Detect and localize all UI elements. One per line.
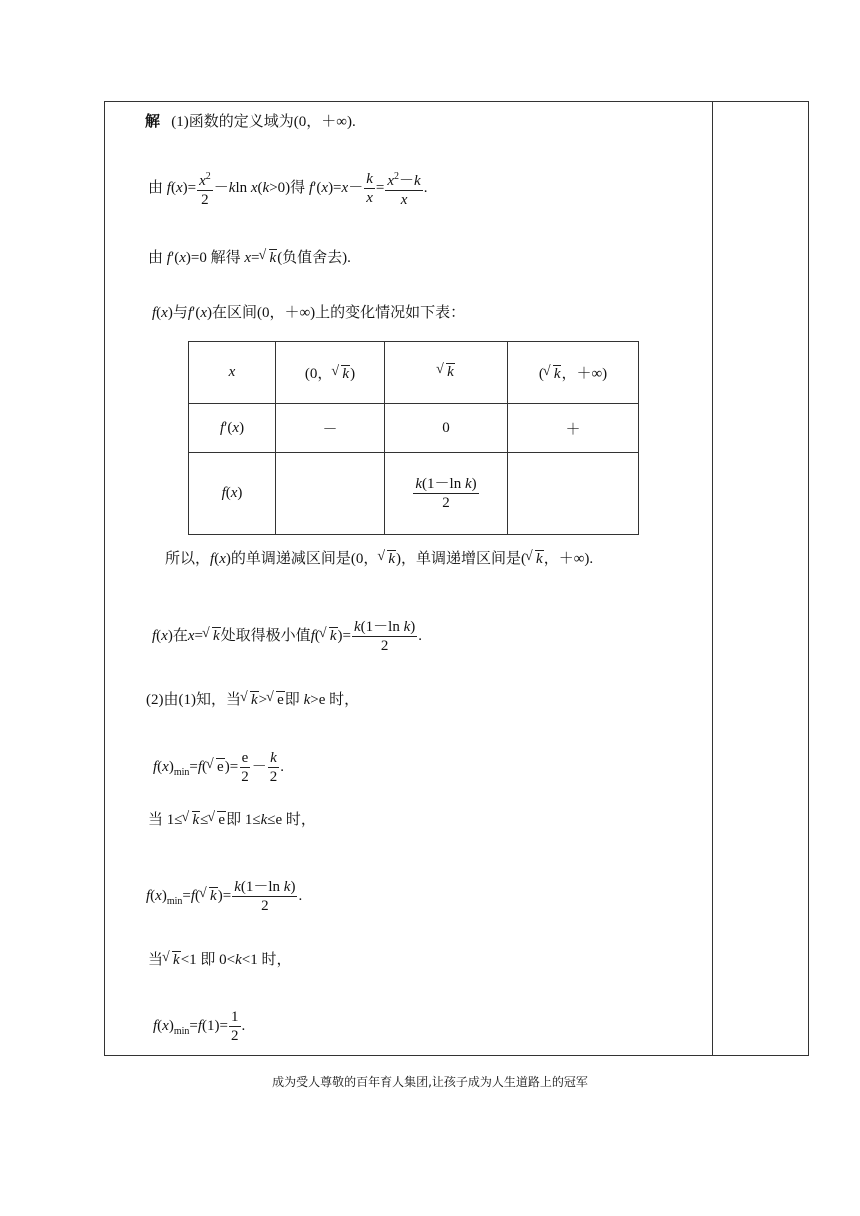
table-cell: [276, 453, 385, 535]
table-cell: f′(x): [189, 404, 276, 453]
case2-condition-line: 当 1≤√ k≤√ e即 1≤k≤e 时，: [148, 810, 316, 830]
monotonic-line: 所以，f(x)的单调递减区间是(0，√ k)，单调递增区间是(√ k，＋∞).: [165, 549, 593, 569]
table-intro-line: f(x)与f′(x)在区间(0，＋∞)上的变化情况如下表：: [152, 305, 466, 321]
margin-column-divider: [712, 101, 713, 1056]
minimum-line: f(x)在x=√ k处取得极小值f(√ k)= $\frac{\text{k(1－ln k)}}{2}$ .: [152, 618, 422, 655]
table-cell: (√ k，＋∞): [508, 342, 639, 404]
table-cell: f(x): [189, 453, 276, 535]
variation-table: [188, 341, 639, 535]
case3-condition-line: 当√ k<1 即 0<k<1 时，: [148, 950, 292, 970]
case1-line: $f(x)_{min}=f(√$ e)= $\frac{e}{2}$ － $\frac{k}{2}$ .: [153, 749, 284, 786]
table-cell: x: [189, 342, 276, 404]
table-cell: √ k: [385, 342, 508, 404]
case2-line: $f(x)_{min}=f(√$ k)= $\frac{\text{k(1－ln k)}}{2}$ .: [146, 878, 302, 915]
derivative-line: 由 f(x)= $\frac{x^2}{2}$ －kln x(k>0)得 f′(x)=x－ $\frac{k}{x}$ = $\frac{x^2-k}{x}$ .: [148, 168, 427, 209]
table-cell: (0，√ k): [276, 342, 385, 404]
table-cell: ＋: [508, 404, 639, 453]
solution-label: 解: [145, 114, 161, 130]
table-row: [189, 342, 639, 404]
table-cell: [508, 453, 639, 535]
part2-intro-line: (2)由(1)知，当√ k>√ e即 k>e 时，: [146, 690, 359, 710]
table-row: [189, 404, 639, 453]
table-cell: $\frac{\text{k(1－ln k)}}{2}$: [385, 453, 508, 535]
footer-slogan: 成为受人尊敬的百年育人集团,让孩子成为人生道路上的冠军: [272, 1075, 588, 1089]
part1-intro-line: [145, 112, 356, 132]
table-cell: －: [276, 404, 385, 453]
solve-line: 由 f′(x)=0 解得 x=√ k(负值舍去).: [148, 248, 351, 268]
case3-line: $f(x)_{min}=f(1)=$ $\frac{1}{2}$ .: [153, 1009, 246, 1044]
table-row: [189, 453, 639, 535]
table-cell: 0: [385, 404, 508, 453]
domain-statement: (1)函数的定义域为(0，＋∞).: [171, 114, 356, 130]
